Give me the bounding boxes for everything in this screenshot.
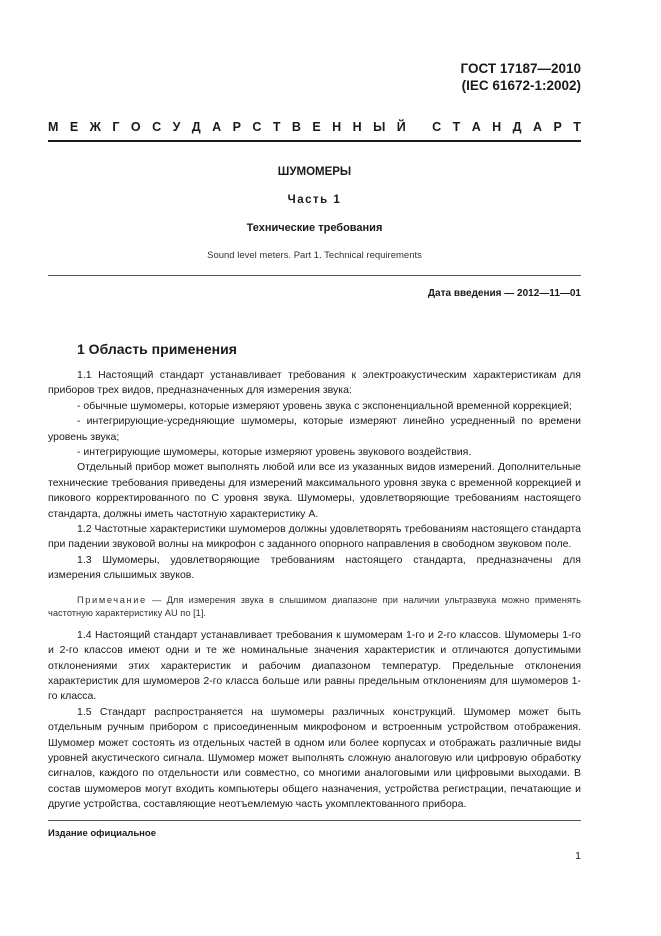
section-heading: 1 Область применения — [77, 341, 237, 357]
banner-letter: Ж — [89, 120, 101, 134]
list-item: - интегрирующие-усредняющие шумомеры, которые измеряют линейно усредненный по времени уровень звука; — [48, 415, 581, 443]
interstate-standard-banner — [48, 120, 581, 134]
banner-letter: М — [48, 120, 59, 134]
title-rule — [48, 275, 581, 276]
list-item: - обычные шумомеры, которые измеряют уровень звука с экспоненциальной временной коррекцией; — [77, 399, 572, 412]
banner-letter: Н — [492, 120, 502, 134]
paragraph-1-4: 1.4 Настоящий стандарт устанавливает требования к шумомерам 1-го и 2-го классов. Шумомеры 1-го и 2-го классов имеют одни и те же номинальные значения характеристик и отличаются допустимыми отклонениями этих характеристик и рабочим диапазоном температур. Предельные отклонения характеристик для шумомеров 2-го класса больше или равны предельным отклонениям для шумомеров 1-го класса. — [48, 628, 581, 703]
banner-letter: Е — [69, 120, 79, 134]
standard-designation — [461, 60, 581, 94]
english-title: Sound level meters. Part 1. Technical requirements — [207, 250, 422, 261]
banner-letter: Г — [112, 120, 120, 134]
section-body — [48, 368, 581, 813]
banner-letter: Д — [191, 120, 201, 134]
introduction-date: Дата введения — 2012—11—01 — [427, 288, 581, 299]
banner-letter: Т — [452, 120, 461, 134]
banner-letter: Д — [512, 120, 522, 134]
paragraph-1-1: 1.1 Настоящий стандарт устанавливает требования к электроакустическим характеристикам для приборов трех видов, предназначенных для измерения звука: — [48, 369, 581, 397]
paragraph-1-1-continued: Отдельный прибор может выполнять любой или все из указанных видов измерений. Дополнительные технические требования приведены для измерений максимального уровня звука с временной коррекцией и пикового корректированного по C уровня звука. Шумомеры, удовлетворяющие требованиям настоящего стандарта, должны иметь частотную характеристику A. — [48, 461, 581, 520]
banner-letter: Е — [312, 120, 321, 134]
note — [48, 594, 581, 620]
banner-letter: Ы — [373, 120, 386, 134]
banner-letter: Й — [396, 120, 406, 134]
banner-letter: В — [291, 120, 301, 134]
gost-number: ГОСТ 17187—2010 — [460, 61, 581, 76]
banner-letter: С — [252, 120, 262, 134]
banner-letter: О — [130, 120, 141, 134]
banner-letter: С — [432, 120, 442, 134]
page-number: 1 — [575, 850, 581, 862]
part-label: Часть 1 — [287, 194, 342, 206]
banner-letter: А — [471, 120, 481, 134]
iec-number: (IEC 61672-1:2002) — [461, 78, 581, 93]
banner-gap — [417, 120, 420, 134]
paragraph-1-2: 1.2 Частотные характеристики шумомеров должны удовлетворять требованиям настоящего стандарта при падении звуковой волны на микрофон с заданного опорного направления в свободном звуковом поле. — [48, 523, 581, 551]
banner-letter: С — [152, 120, 162, 134]
document-subtitle: Технические требования — [246, 222, 383, 234]
note-label: Примечание — [77, 594, 147, 605]
paragraph-1-5: 1.5 Стандарт распространяется на шумомеры различных конструкций. Шумомер может быть отдельным ручным прибором с присоединенным микрофоном и встроенным устройством отображения. Шумомер может состоять из отдельных частей в одном или более корпусах и отображать различные виды уровней акустического сигнала. Шумомер может выполнять сложную аналоговую или цифровую обработку сигналов, каждого по отдельности или совместно, со многими аналоговыми или цифровыми выходами. В состав шумомеров могут входить компьютеры общего назначения, устройства регистрации, печатающие и другие устройства, составляющие неотъемлемую часть укомплектованного прибора. — [48, 705, 581, 811]
document-title: ШУМОМЕРЫ — [277, 166, 352, 178]
footer-rule — [48, 820, 581, 821]
paragraph-1-3: 1.3 Шумомеры, удовлетворяющие требованиям настоящего стандарта, предназначены для измерения слышимых звуков. — [48, 553, 581, 582]
banner-letter: Н — [332, 120, 342, 134]
banner-letter: Т — [573, 120, 581, 134]
list-item: - интегрирующие шумомеры, которые измеряют уровень звукового воздействия. — [77, 446, 472, 459]
banner-letter: Т — [272, 120, 281, 134]
banner-letter: Р — [232, 120, 241, 134]
banner-letter: А — [532, 120, 542, 134]
banner-letter: А — [212, 120, 222, 134]
banner-letter: Р — [553, 120, 562, 134]
banner-letter: У — [172, 120, 181, 134]
banner-rule — [48, 140, 581, 142]
banner-letter: Н — [352, 120, 362, 134]
note-text: — Для измерения звука в слышимом диапазоне при наличии ультразвука можно применять частотную характеристику AU по [1]. — [48, 594, 581, 618]
official-edition-label: Издание официальное — [48, 828, 156, 839]
